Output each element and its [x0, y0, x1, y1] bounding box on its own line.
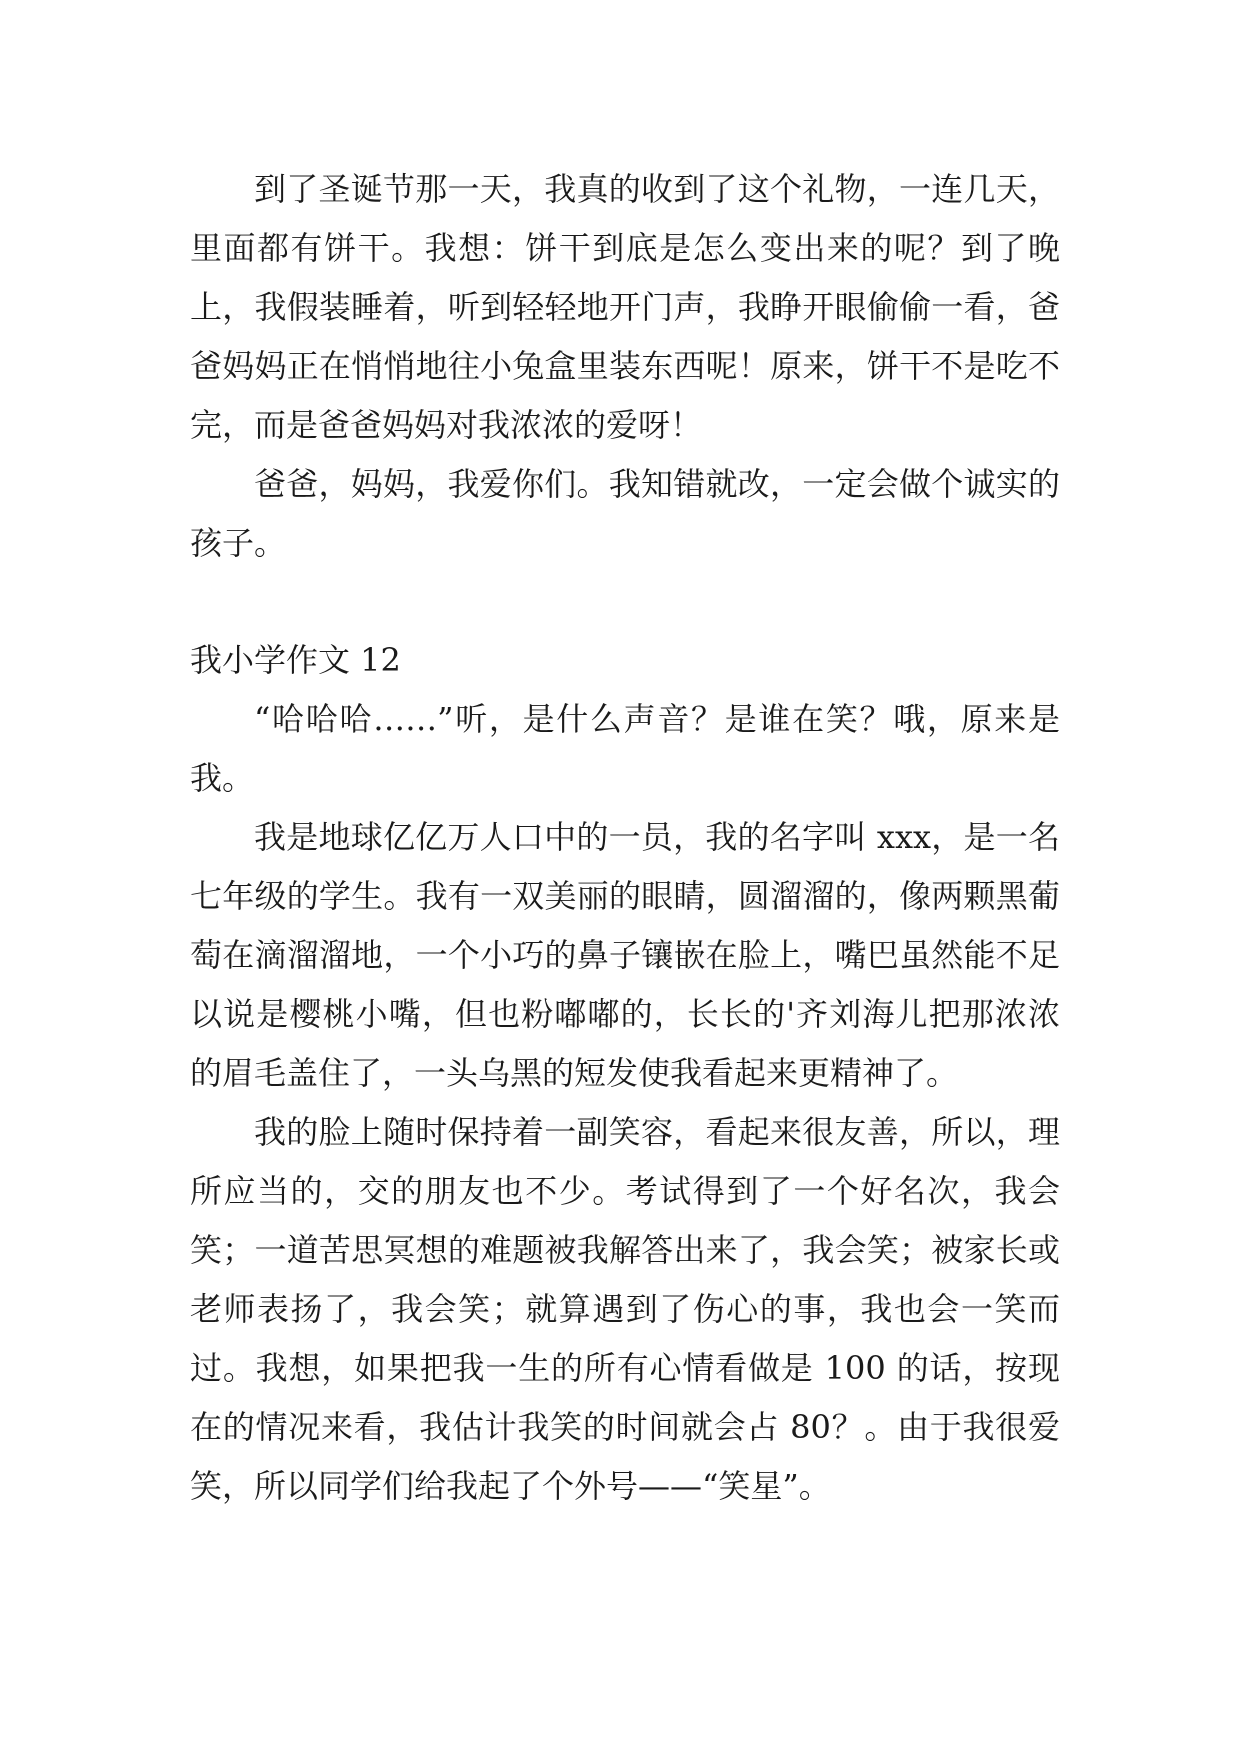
paragraph: 到了圣诞节那一天，我真的收到了这个礼物，一连几天，里面都有饼干。我想：饼干到底是怎么变出来的呢？到了晚上，我假装睡着，听到轻轻地开门声，我睁开眼偷偷一看，爸爸妈妈正在悄悄地往小兔盒里装东西呢！原来，饼干不是吃不完，而是爸爸妈妈对我浓浓的爱呀！	[190, 170, 1060, 444]
section-title: 我小学作文 12	[190, 641, 401, 679]
paragraph: 我是地球亿亿万人口中的一员，我的名字叫 xxx，是一名七年级的学生。我有一双美丽的眼睛，圆溜溜的，像两颗黑葡萄在滴溜溜地，一个小巧的鼻子镶嵌在脸上，嘴巴虽然能不足以说是樱桃小嘴，但也粉嘟嘟的，长长的'齐刘海儿把那浓浓的眉毛盖住了，一头乌黑的短发使我看起来更精神了。	[190, 818, 1060, 1092]
document-page	[190, 160, 1060, 1516]
paragraph: 我的脸上随时保持着一副笑容，看起来很友善，所以，理所应当的，交的朋友也不少。考试得到了一个好名次，我会笑；一道苦思冥想的难题被我解答出来了，我会笑；被家长或老师表扬了，我会笑；就算遇到了伤心的事，我也会一笑而过。我想，如果把我一生的所有心情看做是 100 的话，按现在的情况来看，我估计我笑的时间就会占 80？。由于我很爱笑，所以同学们给我起了个外号——“笑星”。	[190, 1113, 1060, 1505]
section-gap	[190, 573, 1060, 631]
paragraph: “哈哈哈……”听，是什么声音？是谁在笑？哦，原来是我。	[190, 700, 1060, 797]
paragraph: 爸爸，妈妈，我爱你们。我知错就改，一定会做个诚实的孩子。	[190, 465, 1060, 562]
